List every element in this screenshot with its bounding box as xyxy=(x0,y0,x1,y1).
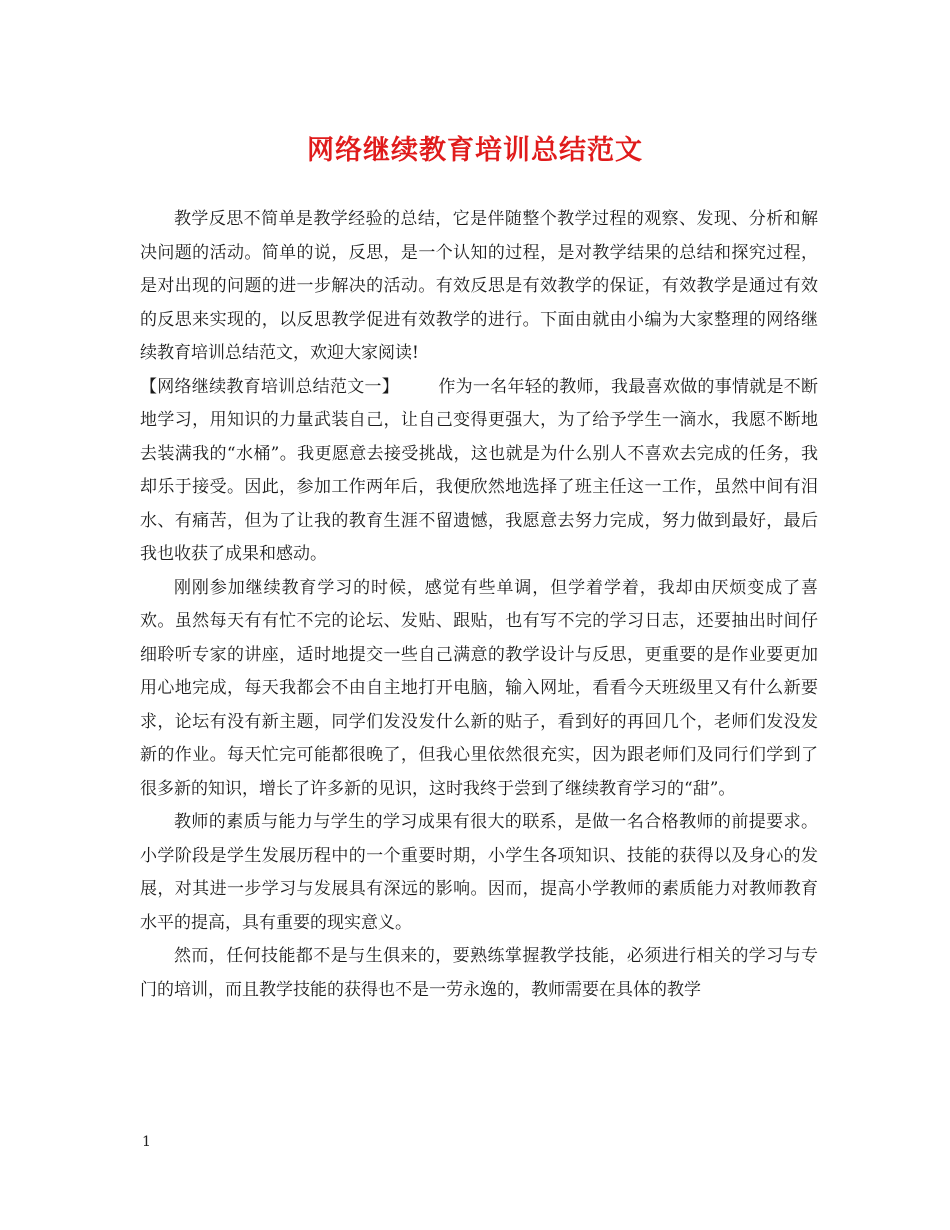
document-body xyxy=(140,203,818,1007)
body-paragraph: 然而，任何技能都不是与生俱来的，要熟练掌握教学技能，必须进行相关的学习与专门的培训，而且教学技能的获得也不是一劳永逸的，教师需要在具体的教学 xyxy=(140,946,818,1000)
body-paragraph: 刚刚参加继续教育学习的时候，感觉有些单调，但学着学着，我却由厌烦变成了喜欢。虽然每天有有忙不完的论坛、发贴、跟贴，也有写不完的学习日志，还要抽出时间仔细聆听专家的讲座，适时地提交一些自己满意的教学设计与反思，更重要的是作业要更加用心地完成，每天我都会不由自主地打开电脑，输入网址，看看今天班级里又有什么新要求，论坛有没有新主题，同学们发没发什么新的贴子，看到好的再回几个，老师们发没发新的作业。每天忙完可能都很晚了，但我心里依然很充实，因为跟老师们及同行们学到了很多新的知识，增长了许多新的见识，这时我终于尝到了继续教育学习的“甜”。 xyxy=(140,577,818,799)
body-paragraph: 教师的素质与能力与学生的学习成果有很大的联系，是做一名合格教师的前提要求。小学阶段是学生发展历程中的一个重要时期，小学生各项知识、技能的获得以及身心的发展，对其进一步学习与发展具有深远的影响。因而，提高小学教师的素质能力对教师教育水平的提高，具有重要的现实意义。 xyxy=(140,812,818,933)
section-one-paragraph xyxy=(140,371,818,572)
page-number: 1 xyxy=(142,1134,151,1150)
document-title: 网络继续教育培训总结范文 xyxy=(307,135,643,166)
section-first-paragraph: 作为一名年轻的教师，我最喜欢做的事情就是不断地学习，用知识的力量武装自己，让自己变得更强大，为了给予学生一滴水，我愿不断地去装满我的“水桶”。我更愿意去接受挑战，这也就是为什么别人不喜欢去完成的任务，我却乐于接受。因此，参加工作两年后，我便欣然地选择了班主任这一工作，虽然中间有泪水、有痛苦，但为了让我的教育生涯不留遗憾，我愿意去努力完成，努力做到最好，最后我也收获了成果和感动。 xyxy=(140,376,818,564)
intro-paragraph: 教学反思不简单是教学经验的总结，它是伴随整个教学过程的观察、发现、分析和解决问题的活动。简单的说，反思，是一个认知的过程，是对教学结果的总结和探究过程，是对出现的问题的进一步解决的活动。有效反思是有效教学的保证，有效教学是通过有效的反思来实现的，以反思教学促进有效教学的进行。下面由就由小编为大家整理的网络继续教育培训总结范文，欢迎大家阅读! xyxy=(140,209,818,363)
section-heading: 【网络继续教育培训总结范文一】 xyxy=(140,376,400,397)
